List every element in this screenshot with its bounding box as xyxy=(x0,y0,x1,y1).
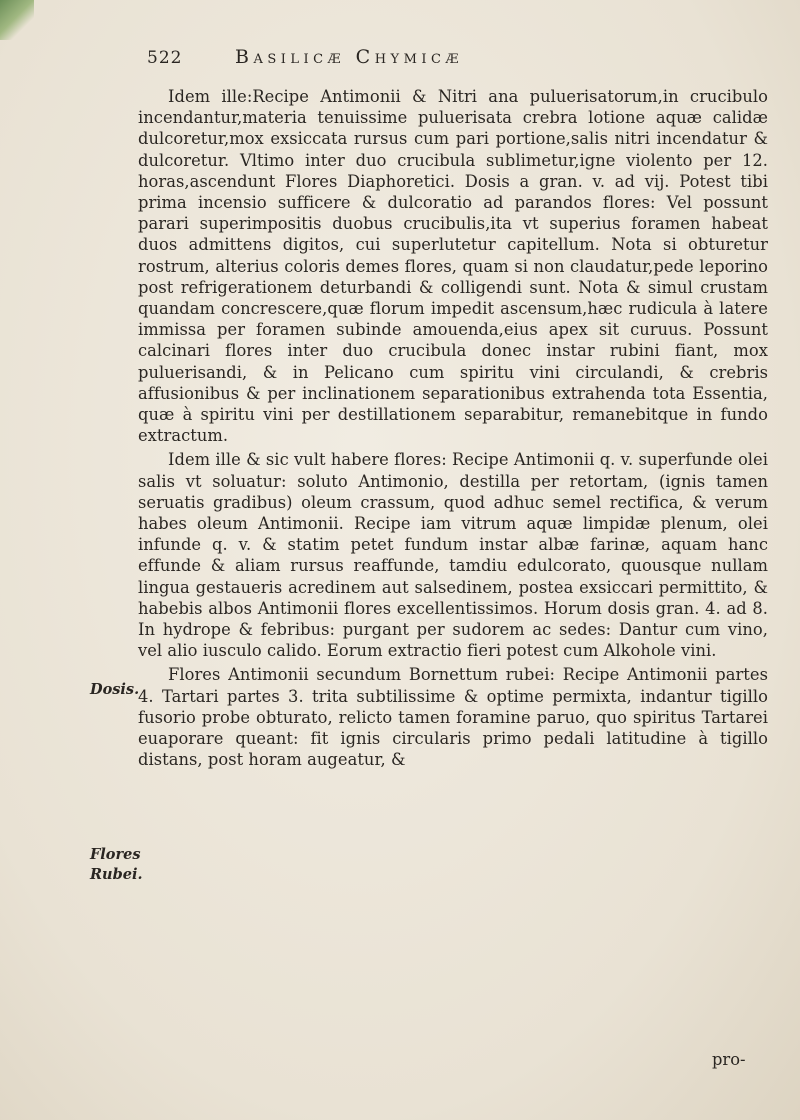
running-title: Basilicæ Chymicæ xyxy=(235,46,464,68)
corner-stain xyxy=(0,0,34,40)
margin-note-dosis: Dosis. xyxy=(90,681,140,698)
catchword: pro- xyxy=(712,1050,746,1069)
margin-note-flores-rubei: Flores Rubei. xyxy=(90,846,143,883)
paragraph-flores-rubei: Flores Antimonii secundum Bornettum rubei: Recipe Antimonii partes 4. Tartari partes 3. trita subtilissime & optime permixta, indantur tigillo fusorio probe obturato, relicto tamen foramine paruo, quo spiritus Tartarei euaporare queant: fit ignis circularis primo pedali latitudine à tigillo distans, post horam augeatur, & xyxy=(138,665,768,770)
page-header xyxy=(135,44,745,74)
body-text xyxy=(138,86,768,771)
paragraph-oleum-antimonii: Idem ille & sic vult habere flores: Recipe Antimonii q. v. superfunde olei salis vt soluatur: soluto Antimonio, destilla per retortam, (ignis tamen seruatis gradibus) oleum crassum, quod adhuc semel rectifica, & verum habes oleum Antimonii. Recipe iam vitrum aquæ limpidæ plenum, olei infunde q. v. & statim petet fundum instar albæ farinæ, aquam hanc effunde & aliam rursus reaffunde, tamdiu edulcorato, quousque nullam lingua gestaueris acredinem aut salsedinem, postea exsiccari permittito, & habebis albos Antimonii flores excellentissimos. Horum dosis gran. 4. ad 8. In hydrope & febribus: purgant per sudorem ac sedes: Dantur cum vino, vel alio iusculo calido. Eorum extractio fieri potest cum Alkohole vini. xyxy=(138,450,768,661)
paragraph-flores-diaphoretici: Idem ille:Recipe Antimonii & Nitri ana puluerisatorum,in crucibulo incendantur,materia tenuissime puluerisata crebra lotione aquæ calidæ dulcoretur,mox exsiccata rursus cum pari portione,salis nitri incendatur & dulcoretur. Vltimo inter duo crucibula sublimetur,igne violento per 12. horas,ascendunt Flores Diaphoretici. Dosis a gran. v. ad vij. Potest tibi prima incensio sufficere & dulcoratio ad parandos flores: Vel possunt parari superimpositis duobus crucibulis,ita vt superius foramen habeat duos admittens digitos, cui superlutetur capitellum. Nota si obturetur rostrum, alterius coloris demes flores, quam si non claudatur,pede leporino post refrigerationem deturbandi & colligendi sunt. Nota & simul crustam quandam concrescere,quæ florum impedit ascensum,hæc rudicula à latere immissa per foramen subinde amouenda,eius apex sit curuus. Possunt calcinari flores inter duo crucibula donec instar rubini fiant, mox puluerisandi, & in Pelicano cum spiritu vini circulandi, & crebris affusionibus & per inclinationem separationibus extrahenda tota Essentia, quæ à spiritu vini per destillationem separabitur, remanebitque in fundo extractum. xyxy=(138,87,768,446)
page-number: 522 xyxy=(147,48,183,68)
